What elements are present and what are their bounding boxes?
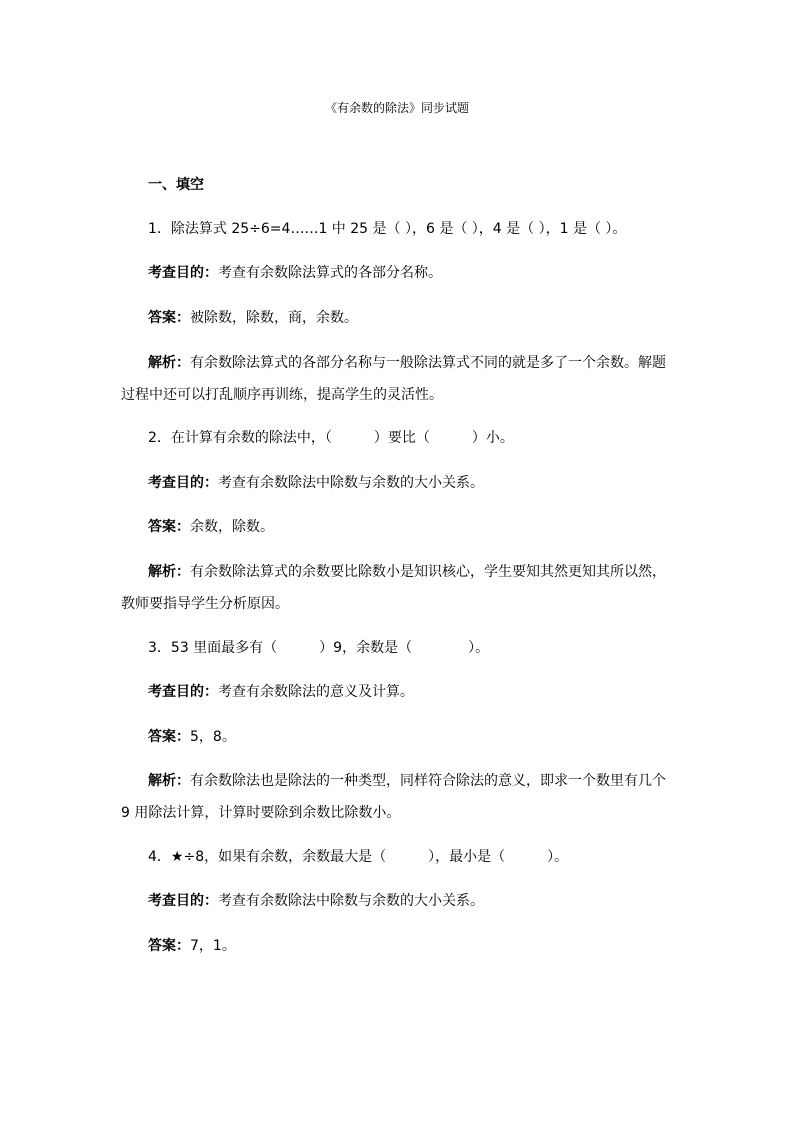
purpose-label: 考查目的： bbox=[148, 265, 218, 281]
analysis-label: 解析： bbox=[148, 355, 190, 371]
answer-text: 余数，除数。 bbox=[190, 519, 274, 535]
analysis-text: 有余数除法也是除法的一种类型，同样符合除法的意义，即求一个数里有几个 9 用除法计算，计算时要除到余数比除数小。 bbox=[121, 773, 666, 821]
question-4: 4．★÷8，如果有余数，余数最大是（ ），最小是（ ）。 bbox=[148, 849, 569, 865]
question-1-analysis bbox=[121, 347, 673, 411]
analysis-label: 解析： bbox=[148, 564, 190, 580]
purpose-text: 考查有余数除法中除数与余数的大小关系。 bbox=[218, 893, 484, 909]
answer-label: 答案： bbox=[148, 938, 190, 954]
purpose-text: 考查有余数除法的意义及计算。 bbox=[218, 684, 414, 700]
answer-text: 被除数，除数，商，余数。 bbox=[190, 310, 358, 326]
question-1-answer bbox=[148, 309, 358, 327]
question-3-answer bbox=[148, 728, 236, 746]
purpose-label: 考查目的： bbox=[148, 684, 218, 700]
answer-text: 5，8。 bbox=[190, 729, 236, 745]
question-2-analysis bbox=[121, 556, 673, 620]
purpose-text: 考查有余数除法中除数与余数的大小关系。 bbox=[218, 475, 484, 491]
question-4-purpose bbox=[148, 892, 484, 910]
answer-label: 答案： bbox=[148, 310, 190, 326]
question-1: 1．除法算式 25÷6=4……1 中 25 是（ ），6 是（ ），4 是（ ），1 是（ ）。 bbox=[148, 221, 627, 237]
question-1-purpose bbox=[148, 264, 442, 282]
question-2: 2．在计算有余数的除法中，（ ）要比（ ）小。 bbox=[148, 430, 514, 446]
question-3-purpose bbox=[148, 683, 414, 701]
answer-text: 7，1。 bbox=[190, 938, 236, 954]
question-2-purpose bbox=[148, 474, 484, 492]
purpose-label: 考查目的： bbox=[148, 475, 218, 491]
answer-label: 答案： bbox=[148, 729, 190, 745]
question-2-answer bbox=[148, 518, 274, 536]
answer-label: 答案： bbox=[148, 519, 190, 535]
question-3-analysis bbox=[121, 765, 673, 829]
analysis-label: 解析： bbox=[148, 773, 190, 789]
analysis-text: 有余数除法算式的余数要比除数小是知识核心，学生要知其然更知其所以然，教师要指导学生分析原因。 bbox=[121, 564, 666, 612]
purpose-label: 考查目的： bbox=[148, 893, 218, 909]
purpose-text: 考查有余数除法算式的各部分名称。 bbox=[218, 265, 442, 281]
analysis-text: 有余数除法算式的各部分名称与一般除法算式不同的就是多了一个余数。解题过程中还可以打乱顺序再训练，提高学生的灵活性。 bbox=[121, 355, 666, 403]
question-3: 3．53 里面最多有（ ）9，余数是（ ）。 bbox=[148, 640, 490, 656]
document-title: 《有余数的除法》同步试题 bbox=[324, 101, 469, 115]
section-heading: 一、填空 bbox=[148, 177, 204, 193]
question-4-answer bbox=[148, 937, 236, 955]
